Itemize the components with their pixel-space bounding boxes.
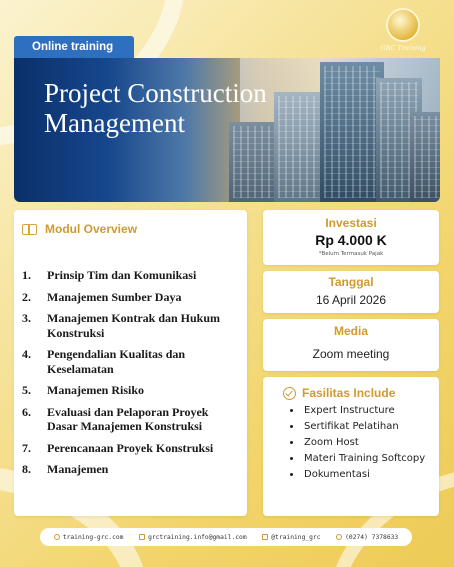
list-item: • Materi Training Softcopy [302,451,439,467]
hero-banner [14,58,440,202]
list-item: 4. Pengendalian Kualitas dan Keselamatan [22,347,186,376]
list-item: 2. Manajemen Sumber Daya [22,289,182,304]
phone-contact[interactable]: (0274) 7378633 [336,534,398,541]
list-item: • Dokumentasi [302,467,439,483]
tanggal-card [263,271,439,313]
list-item: • Expert Instructure [302,403,439,419]
list-item: 1. Prinsip Tim dan Komunikasi [22,268,197,282]
fasilitas-list [283,403,439,483]
fasilitas-header [283,386,439,400]
page-title [44,78,344,138]
date-value: 16 April 2026 [315,293,387,307]
fasilitas-label: Fasilitas Include [302,386,396,400]
list-item: 5. Manajemen Risiko [22,383,144,397]
tanggal-label: Tanggal [328,275,374,289]
investasi-card [263,210,439,265]
media-label: Media [333,324,368,338]
modul-overview-card [14,210,247,516]
email-contact[interactable]: grctraining.info@gmail.com [139,534,247,541]
building-image [410,112,440,202]
list-item: 7. Perencanaan Proyek Konstruksi [22,440,214,455]
modul-header [22,222,237,236]
globe-icon [54,534,60,540]
fasilitas-card [263,377,439,516]
media-card [263,319,439,371]
mail-icon [139,534,145,540]
list-item: • Sertifikat Pelatihan [302,419,439,435]
media-value: Zoom meeting [312,347,390,361]
list-item: 3. Manajemen Kontrak dan Hukum Konstruksi [22,311,221,340]
list-item: • Zoom Host [302,435,439,451]
logo-emblem-icon [386,8,420,42]
website-contact[interactable]: training-grc.com [54,534,124,541]
list-item: 6. Evaluasi dan Pelaporan Proyek Dasar Manajemen Konstruksi [22,404,209,433]
contact-footer [40,528,412,546]
phone-icon [336,534,342,540]
online-training-badge: Online training [14,36,134,58]
modul-list [22,268,237,477]
list-item: 8. Manajemen [22,462,109,476]
instagram-contact[interactable]: @training_grc [262,534,320,541]
logo-text: GRC Training [380,44,426,52]
check-circle-icon [283,387,296,400]
modul-title: Modul Overview [45,222,138,236]
instagram-icon [262,534,268,540]
brand-logo [375,8,431,52]
title-line-1: Project Construction [44,78,267,108]
investasi-label: Investasi [325,216,377,230]
tax-note: *Belum Termasuk Pajak [318,251,384,257]
title-line-2: Management [44,108,185,138]
book-icon [22,224,37,235]
price-value: Rp 4.000 K [315,232,387,248]
